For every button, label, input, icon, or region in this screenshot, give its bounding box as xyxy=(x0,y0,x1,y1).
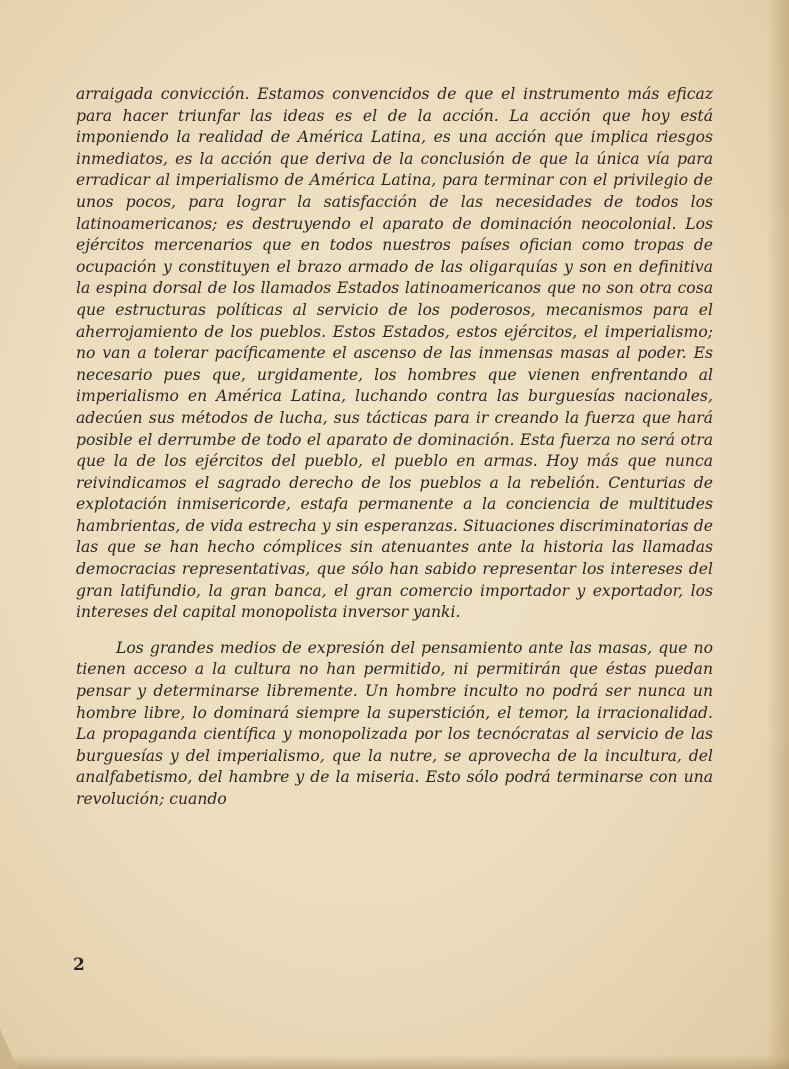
page-corner-fold xyxy=(0,1029,18,1069)
page-number: 2 xyxy=(73,955,85,975)
paragraph-1: arraigada convicción. Estamos convencidos de que el instrumento más eficaz para hacer triunfar las ideas es el de la acción. La acción que hoy está imponiendo la realidad de América Latina, es una acción que implica riesgos inmediatos, es la acción que deriva de la conclusión de que la única vía para erradicar al imperialismo de América Latina, para terminar con el privilegio de unos pocos, para lograr la satisfacción de las necesidades de todos los latinoamericanos; es destruyendo el aparato de dominación neocolonial. Los ejércitos mercenarios que en todos nuestros países ofician como tropas de ocupación y constituyen el brazo armado de las oligarquías y son en definitiva la espina dorsal de los llamados Estados latinoamericanos que no son otra cosa que estructuras políticas al servicio de los poderosos, mecanismos para el aherrojamiento de los pueblos. Estos Estados, estos ejércitos, el imperialismo; no van a tolerar pacíficamente el ascenso de las inmensas masas al poder. Es necesario pues que, urgidamente, los hombres que vienen enfrentando al imperialismo en América Latina, luchando contra las burguesías nacionales, adecúen sus métodos de lucha, sus tácticas para ir creando la fuerza que hará posible el derrumbe de todo el aparato de dominación. Esta fuerza no será otra que la de los ejércitos del pueblo, el pueblo en armas. Hoy más que nunca reivindicamos el sagrado derecho de los pueblos a la rebelión. Centurias de explotación inmisericorde, estafa permanente a la conciencia de multitudes hambrientas, de vida estrecha y sin esperanzas. Situaciones discriminatorias de las que se han hecho cómplices sin atenuantes ante la historia las llamadas democracias representativas, que sólo han sabido representar los intereses del gran latifundio, la gran banca, el gran comercio importador y exportador, los intereses del capital monopolista inversor yanki. xyxy=(76,85,713,622)
paragraph-2: Los grandes medios de expresión del pensamiento ante las masas, que no tienen acceso a la cultura no han permitido, ni permitirán que éstas puedan pensar y determinarse libremente. Un hombre inculto no podrá ser nunca un hombre libre, lo dominará siempre la superstición, el temor, la irracionalidad. La propaganda científica y monopolizada por los tecnócratas al servicio de las burguesías y del imperialismo, que la nutre, se aprovecha de la incultura, del analfabetismo, del hambre y de la miseria. Esto sólo podrá terminarse con una revolución; cuando xyxy=(76,638,713,808)
page-edge-shadow-right xyxy=(767,0,789,1069)
page-edge-shadow-bottom xyxy=(0,1055,789,1069)
body-text xyxy=(76,84,713,811)
